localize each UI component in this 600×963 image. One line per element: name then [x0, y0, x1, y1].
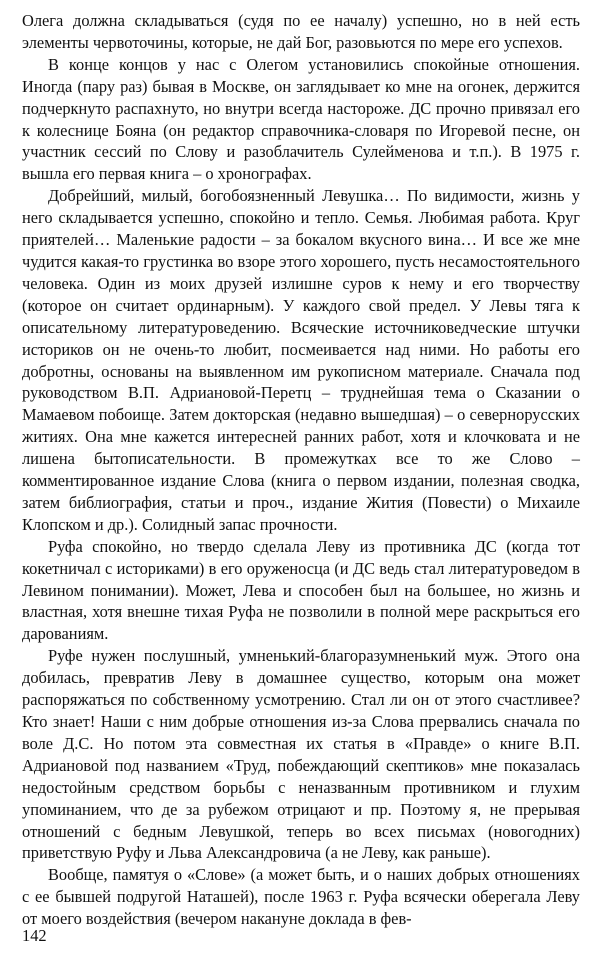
- paragraph-slovo: Вообще, памятуя о «Слове» (а может быть, и о наших добрых отношениях с ее бывшей подругой Наташей), после 1963 г. Руфа всячески оберегала Леву от моего воздействия (вечером накануне доклада в фев-: [22, 865, 580, 929]
- paragraph-oleg: В конце концов у нас с Олегом установились спокойные отношения. Иногда (пару раз) бывая в Москве, он заглядывает ко мне на огонек, держится подчеркнуто распахнуто, но внутри всегда настороже. ДС прочно привязал его к колеснице Бояна (он редактор справочника-словаря по Игоревой песне, он участник сессий по Слову и разоблачитель Сулейменова и т.п.). В 1975 г. вышла его первая книга – о хронографах.: [22, 54, 580, 184]
- paragraph-levushka: Добрейший, милый, богобоязненный Левушка… По видимости, жизнь у него складывается успешно, спокойно и тепло. Семья. Любимая работа. Круг приятелей… Маленькие радости – за бокалом вкусного вина… И все же мне чудится какая-то грустинка во взоре этого хорошего, пусть несамостоятельного человека. Один из моих друзей излишне суров к нему и его творчеству (которое он считает ординарным). У каждого свой предел. У Левы тяга к описательному литературоведению. Всяческие источниковедческие штучки историков он не очень-то любит, посмеивается над ними. Но работы его добротны, основаны на выявленном им рукописном материале. Сначала под руководством В.П. Адриановой-Перетц – труднейшая тема о Сказании о Мамаевом побоище. Затем докторская (недавно вышедшая) – о севернорусских житиях. Она мне кажется интересней ранних работ, хотя и клочковата и не лишена бытописательности. В промежутках все то же Слово – комментированное издание Слова (книга о первом издании, полезная сводка, затем библиография, статьи и проч., издание Жития (Повести) о Михаиле Клопском и др.). Солидный запас прочности.: [22, 186, 580, 534]
- paragraph-rufa-2: Руфе нужен послушный, умненький-благоразумненький муж. Этого она добилась, превратив Леву в домашнее существо, которым она может распоряжаться по собственному усмотрению. Стал ли он от этого счастливее? Кто знает! Наши с ним добрые отношения из-за Слова прервались сначала по воле Д.С. Но потом эта совместная их статья в «Правде» о книге В.П. Адриановой под названием «Труд, побеждающий скептиков» мне показалась недостойным средством борьбы с неназванным противником и глухим упоминанием, что де за рубежом отрицают и пр. Поэтому я, не прерывая отношений с бедным Левушкой, теперь во всех письмах (новогодних) приветствую Руфу и Льва Александровича (а не Леву, как раньше).: [22, 646, 580, 863]
- page-number: 142: [22, 926, 47, 945]
- paragraph-rufa-1: Руфа спокойно, но твердо сделала Леву из противника ДС (когда тот кокетничал с историками) в его оруженосца (и ДС ведь стал литературоведом в Левином понимании). Может, Лева и способен был на большее, но жизнь и властная, хотя внешне тихая Руфа не позволили в полной мере раскрыться его дарованиям.: [22, 536, 580, 644]
- page-body: [22, 10, 580, 930]
- paragraph-continued: Олега должна складываться (судя по ее началу) успешно, но в ней есть элементы червоточины, которые, не дай Бог, разовьются по мере его успехов.: [22, 11, 580, 52]
